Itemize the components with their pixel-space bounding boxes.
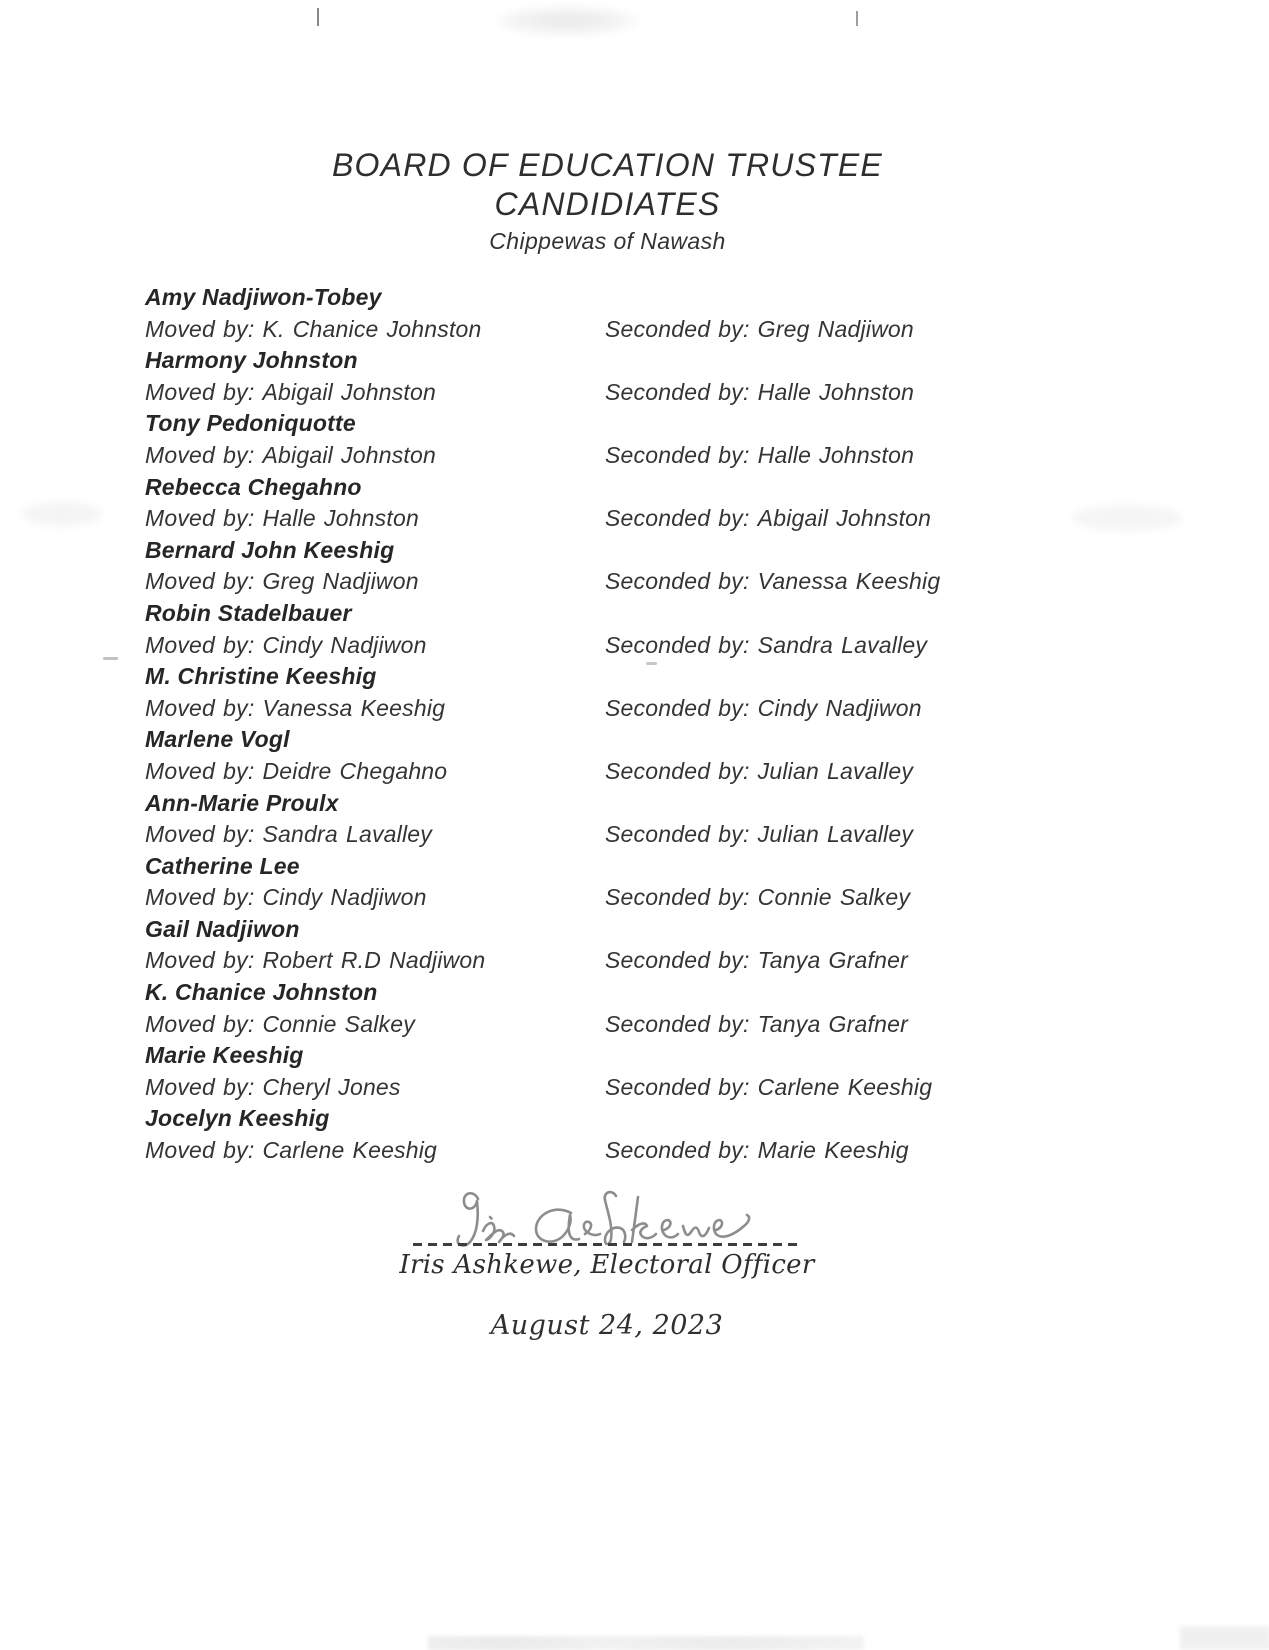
moved-by-label: Moved by: [145, 1073, 255, 1100]
seconded-by-line [605, 440, 914, 472]
candidate-entry [145, 851, 1145, 914]
seconded-by-value: Marie Keeshig [757, 1137, 909, 1164]
candidate-name: Marie Keeshig [145, 1042, 304, 1069]
moved-by-line [145, 377, 605, 409]
seconded-by-value: Abigail Johnston [757, 505, 932, 532]
electoral-officer-name: Iris Ashkewe, Electoral Officer [399, 1250, 815, 1280]
candidate-name: Gail Nadjiwon [145, 915, 300, 942]
moved-by-line [145, 1072, 605, 1104]
candidate-entry [145, 977, 1145, 1040]
document-header [0, 146, 1215, 255]
moved-by-line [145, 756, 605, 788]
moved-by-value: Abigail Johnston [262, 441, 436, 468]
candidate-name: Tony Pedoniquotte [145, 410, 356, 437]
candidate-name: Jocelyn Keeshig [145, 1105, 330, 1132]
mover-seconder-row [145, 756, 1145, 788]
candidate-entry [145, 1103, 1145, 1166]
mover-seconder-row [145, 440, 1145, 472]
seconded-by-label: Seconded by: [605, 694, 750, 721]
seconded-by-line [605, 1135, 909, 1167]
moved-by-value: Robert R.D Nadjiwon [262, 947, 486, 974]
seconded-by-label: Seconded by: [605, 821, 750, 848]
seconded-by-value: Halle Johnston [757, 441, 915, 468]
seconded-by-value: Julian Lavalley [757, 757, 914, 784]
seconded-by-line [605, 819, 913, 851]
mover-seconder-row [145, 1135, 1145, 1167]
candidate-name: M. Christine Keeshig [145, 663, 377, 690]
moved-by-label: Moved by: [145, 315, 255, 342]
candidate-entry [145, 472, 1145, 535]
seconded-by-value: Vanessa Keeshig [757, 568, 941, 595]
seconded-by-line [605, 1009, 908, 1041]
seconded-by-value: Tanya Grafner [757, 947, 908, 974]
candidate-name: Amy Nadjiwon-Tobey [145, 284, 382, 310]
candidate-entry [145, 408, 1145, 471]
mover-seconder-row [145, 503, 1145, 535]
candidate-name: Rebecca Chegahno [145, 473, 362, 500]
candidate-entry [145, 282, 1145, 345]
candidate-list [145, 282, 1145, 1167]
candidate-entry [145, 724, 1145, 787]
seconded-by-value: Sandra Lavalley [757, 631, 928, 658]
seconded-by-line [605, 693, 922, 725]
moved-by-value: Cheryl Jones [262, 1073, 401, 1100]
moved-by-value: Carlene Keeshig [262, 1137, 438, 1164]
mover-seconder-row [145, 819, 1145, 851]
candidate-name: K. Chanice Johnston [145, 979, 378, 1006]
mover-seconder-row [145, 314, 1145, 346]
scan-smudge [495, 6, 640, 36]
mover-seconder-row [145, 1072, 1145, 1104]
scan-edge-shadow [1180, 1626, 1269, 1650]
moved-by-line [145, 566, 605, 598]
document-date: August 24, 2023 [490, 1310, 724, 1341]
seconded-by-line [605, 882, 910, 914]
seconded-by-line [605, 630, 927, 662]
seconded-by-value: Carlene Keeshig [757, 1073, 933, 1100]
moved-by-line [145, 440, 605, 472]
seconded-by-value: Cindy Nadjiwon [757, 694, 922, 721]
candidate-name: Robin Stadelbauer [145, 599, 352, 626]
seconded-by-label: Seconded by: [605, 568, 750, 595]
signature-line [413, 1243, 801, 1246]
mover-seconder-row [145, 945, 1145, 977]
scan-smudge [22, 502, 102, 526]
seconded-by-line [605, 756, 913, 788]
moved-by-line [145, 1009, 605, 1041]
mover-seconder-row [145, 566, 1145, 598]
moved-by-value: Abigail Johnston [262, 378, 436, 405]
moved-by-line [145, 945, 605, 977]
moved-by-line [145, 630, 605, 662]
moved-by-label: Moved by: [145, 631, 255, 658]
seconded-by-label: Seconded by: [605, 378, 750, 405]
moved-by-value: K. Chanice Johnston [262, 315, 482, 342]
scan-registration-mark [317, 8, 319, 26]
moved-by-label: Moved by: [145, 947, 255, 974]
seconded-by-line [605, 1072, 932, 1104]
scan-edge-shadow [428, 1636, 864, 1650]
moved-by-line [145, 882, 605, 914]
moved-by-value: Deidre Chegahno [262, 757, 448, 784]
candidate-entry [145, 535, 1145, 598]
moved-by-value: Halle Johnston [262, 505, 419, 532]
candidate-entry [145, 661, 1145, 724]
moved-by-label: Moved by: [145, 568, 255, 595]
page-title-line-1: BOARD OF EDUCATION TRUSTEE [332, 147, 883, 183]
moved-by-value: Cindy Nadjiwon [262, 884, 427, 911]
candidate-entry [145, 914, 1145, 977]
mover-seconder-row [145, 882, 1145, 914]
seconded-by-line [605, 503, 931, 535]
page-subtitle: Chippewas of Nawash [489, 228, 726, 254]
seconded-by-value: Tanya Grafner [757, 1010, 908, 1037]
seconded-by-label: Seconded by: [605, 505, 750, 532]
seconded-by-label: Seconded by: [605, 315, 750, 342]
candidate-name: Marlene Vogl [145, 726, 290, 753]
moved-by-value: Vanessa Keeshig [262, 694, 446, 721]
mover-seconder-row [145, 693, 1145, 725]
seconded-by-label: Seconded by: [605, 1010, 750, 1037]
candidate-entry [145, 598, 1145, 661]
seconded-by-line [605, 945, 908, 977]
moved-by-label: Moved by: [145, 441, 255, 468]
moved-by-label: Moved by: [145, 1137, 255, 1164]
candidate-entry [145, 1040, 1145, 1103]
mover-seconder-row [145, 1009, 1145, 1041]
moved-by-label: Moved by: [145, 694, 255, 721]
moved-by-value: Cindy Nadjiwon [262, 631, 427, 658]
candidate-name: Harmony Johnston [145, 347, 358, 374]
moved-by-label: Moved by: [145, 378, 255, 405]
seconded-by-value: Julian Lavalley [757, 821, 914, 848]
candidate-entry [145, 788, 1145, 851]
seconded-by-line [605, 566, 940, 598]
candidate-entry [145, 345, 1145, 408]
moved-by-line [145, 1135, 605, 1167]
candidate-name: Catherine Lee [145, 852, 300, 879]
seconded-by-label: Seconded by: [605, 884, 750, 911]
seconded-by-line [605, 377, 914, 409]
moved-by-label: Moved by: [145, 821, 255, 848]
seconded-by-line [605, 314, 914, 346]
seconded-by-label: Seconded by: [605, 441, 750, 468]
moved-by-label: Moved by: [145, 884, 255, 911]
page-title-line-2: CANDIDIATES [494, 186, 721, 222]
seconded-by-label: Seconded by: [605, 947, 750, 974]
moved-by-line [145, 503, 605, 535]
seconded-by-label: Seconded by: [605, 757, 750, 784]
seconded-by-label: Seconded by: [605, 1073, 750, 1100]
moved-by-label: Moved by: [145, 1010, 255, 1037]
moved-by-label: Moved by: [145, 505, 255, 532]
mover-seconder-row [145, 377, 1145, 409]
scan-stray-mark [103, 657, 118, 660]
seconded-by-label: Seconded by: [605, 1137, 750, 1164]
scan-registration-mark [856, 11, 858, 26]
moved-by-value: Greg Nadjiwon [262, 568, 419, 595]
seconded-by-label: Seconded by: [605, 631, 750, 658]
candidate-name: Bernard John Keeshig [145, 536, 395, 563]
moved-by-value: Sandra Lavalley [262, 821, 432, 848]
seconded-by-value: Connie Salkey [757, 884, 911, 911]
candidate-name: Ann-Marie Proulx [145, 789, 339, 816]
moved-by-line [145, 819, 605, 851]
moved-by-value: Connie Salkey [262, 1010, 415, 1037]
seconded-by-value: Halle Johnston [757, 378, 915, 405]
moved-by-line [145, 314, 605, 346]
moved-by-line [145, 693, 605, 725]
moved-by-label: Moved by: [145, 757, 255, 784]
mover-seconder-row [145, 630, 1145, 662]
seconded-by-value: Greg Nadjiwon [757, 315, 914, 342]
